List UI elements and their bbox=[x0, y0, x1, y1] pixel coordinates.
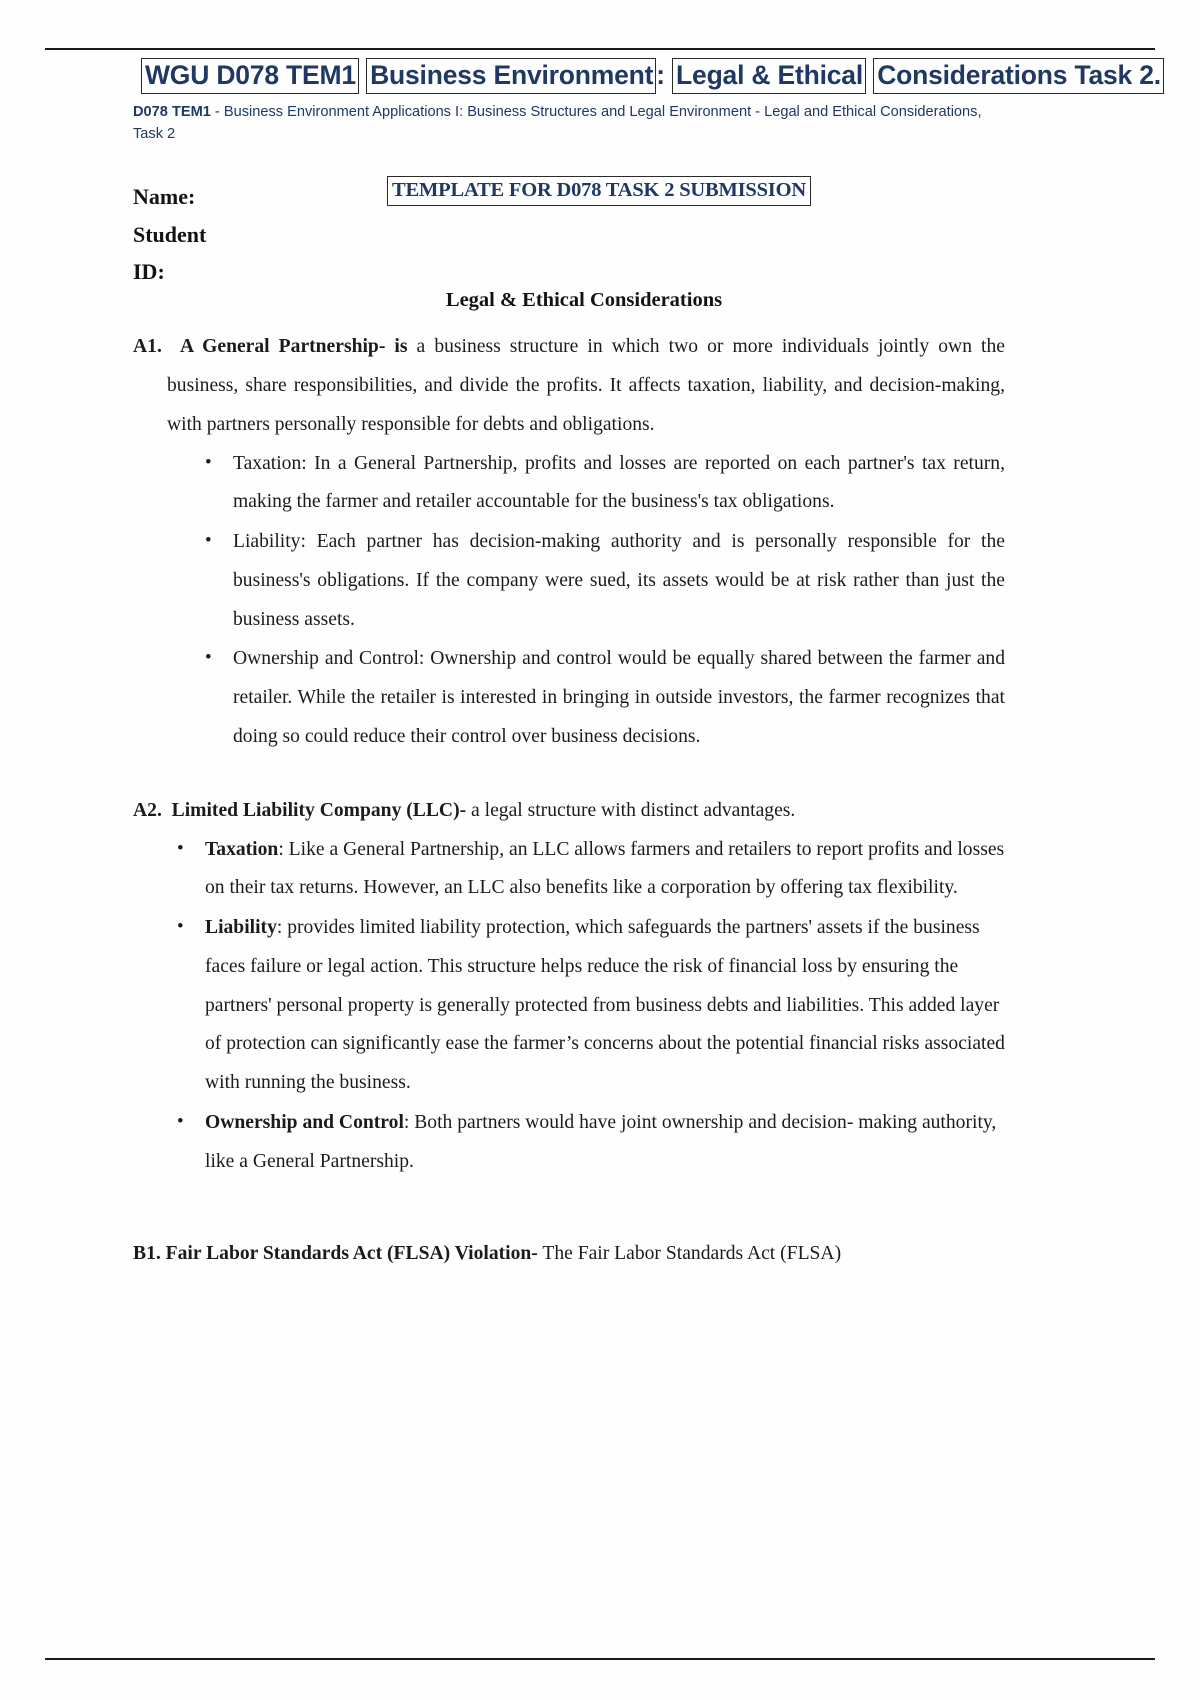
list-item bbox=[199, 523, 1005, 639]
bullet-label: Taxation bbox=[205, 838, 279, 860]
title-segment-course: WGU D078 TEM1 bbox=[141, 58, 359, 94]
title-space-2 bbox=[866, 60, 873, 90]
bullet-icon: • bbox=[205, 647, 212, 669]
bullet-text: Ownership and Control: Ownership and control would be equally shared between the farmer and retailer. While the retailer is interested in bringing in outside investors, the farmer recognizes that doing so could reduce their control over business decisions. bbox=[233, 648, 1005, 747]
section-a2-lead bbox=[133, 792, 1005, 831]
title-segment-considerations: Considerations Task 2. bbox=[873, 58, 1164, 94]
footer-rule bbox=[45, 1658, 1155, 1660]
list-item bbox=[199, 445, 1005, 523]
section-a2-bullets bbox=[171, 831, 1005, 1182]
id-label: ID: bbox=[133, 259, 165, 285]
document-title bbox=[141, 58, 1161, 94]
section-heading: Legal & Ethical Considerations bbox=[445, 289, 723, 312]
section-a1-number: A1. bbox=[133, 336, 162, 358]
section-a1-lead bbox=[133, 328, 1005, 444]
section-a1-text: a business structure in which two or more individuals jointly own the business, share responsibilities, and divide the profits. It affects taxation, liability, and decision-making, with partners personally responsible for debts and obligations. bbox=[167, 336, 1005, 435]
banner-row bbox=[133, 176, 1005, 206]
bullet-text: Taxation: In a General Partnership, profits and losses are reported on each partner's tax return, making the farmer and retailer accountable for the business's tax obligations. bbox=[233, 452, 1005, 513]
list-item bbox=[171, 909, 1005, 1103]
section-b1-term: B1. Fair Labor Standards Act (FLSA) Violation- bbox=[133, 1242, 538, 1264]
section-a2-number: A2. bbox=[133, 799, 162, 821]
section-b1-text: The Fair Labor Standards Act (FLSA) bbox=[537, 1242, 842, 1264]
section-a2-text: a legal structure with distinct advantages. bbox=[466, 799, 796, 821]
subtitle-description: - Business Environment Applications I: Business Structures and Legal Environment - Legal and Ethical Considerations, Task 2 bbox=[133, 103, 982, 143]
header-rule bbox=[45, 48, 1155, 50]
section-a1-bullets bbox=[199, 445, 1005, 757]
list-item bbox=[171, 1104, 1005, 1182]
bullet-label: Ownership and Control bbox=[205, 1112, 404, 1133]
document-subtitle bbox=[133, 101, 993, 146]
list-item bbox=[199, 640, 1005, 756]
name-label: Name: bbox=[133, 183, 196, 209]
title-colon: : bbox=[656, 60, 673, 90]
section-b1-lead bbox=[133, 1235, 1005, 1274]
bullet-text: : provides limited liability protection, which safeguards the partners' assets if the business faces failure or legal action. This structure helps reduce the risk of financial loss by ensuring the partners' personal property is generally protected from business debts and liabilities. This added layer of protection can significantly ease the farmer’s concerns about the potential financial risks associated with running the business. bbox=[205, 917, 1005, 1094]
bullet-icon: • bbox=[177, 837, 184, 859]
template-banner: TEMPLATE FOR D078 TASK 2 SUBMISSION bbox=[387, 176, 811, 206]
bullet-icon: • bbox=[205, 451, 212, 473]
bullet-label: Liability bbox=[205, 917, 277, 939]
bullet-icon: • bbox=[177, 916, 184, 938]
bullet-text: : Like a General Partnership, an LLC allows farmers and retailers to report profits and losses on their tax returns. However, an LLC also benefits like a corporation by offering tax flexibility. bbox=[205, 838, 1005, 899]
section-a2-term: Limited Liability Company (LLC)- bbox=[171, 799, 467, 821]
title-space-1 bbox=[359, 60, 366, 90]
student-info-block bbox=[133, 178, 243, 291]
student-label: Student bbox=[133, 221, 207, 247]
bullet-icon: • bbox=[177, 1111, 184, 1132]
list-item bbox=[171, 831, 1005, 909]
subtitle-course-code: D078 TEM1 bbox=[133, 103, 211, 120]
section-a1-term: A General Partnership- is bbox=[180, 336, 408, 358]
title-segment-subject: Business Environment bbox=[366, 58, 656, 94]
bullet-text: Liability: Each partner has decision-making authority and is personally responsible for the business's obligations. If the company were sued, its assets would be at risk rather than just the business assets. bbox=[233, 531, 1005, 630]
title-segment-legal-ethical: Legal & Ethical bbox=[672, 58, 866, 94]
page-content bbox=[133, 58, 1161, 1273]
bullet-icon: • bbox=[205, 530, 212, 552]
bullet-text: : Both partners would have joint ownership and decision- making authority, like a General Partnership. bbox=[205, 1112, 997, 1172]
